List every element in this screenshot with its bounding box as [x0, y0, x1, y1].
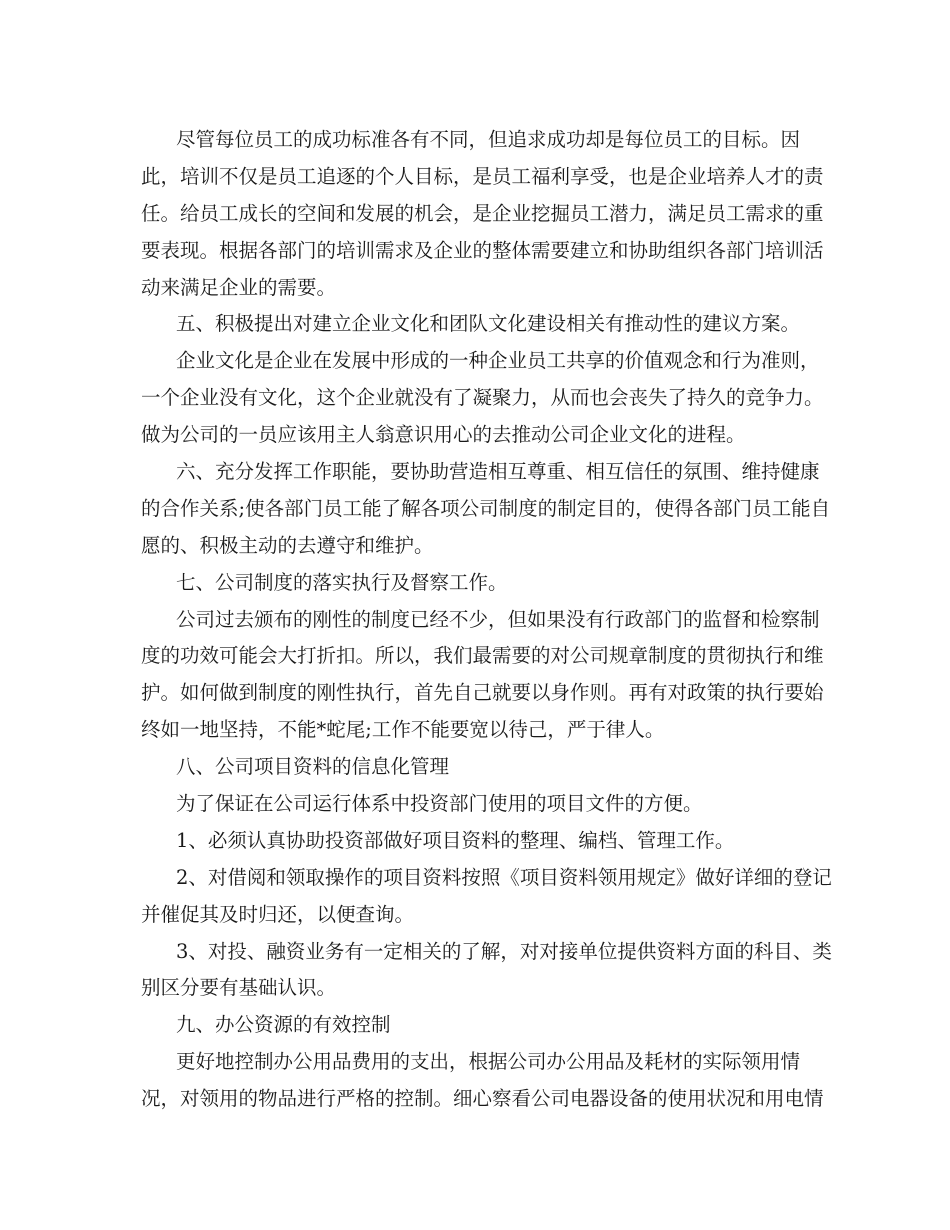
text-line: 护。如何做到制度的刚性执行，首先自己就要以身作则。再有对政策的执行要始 [141, 681, 824, 705]
text-line: 八、公司项目资料的信息化管理 [176, 755, 450, 779]
text-line: 六、充分发挥工作职能，要协助营造相互尊重、相互信任的氛围、维持健康 [176, 460, 820, 484]
text-line: 3、对投、融资业务有一定相关的了解，对对接单位提供资料方面的科目、类 [176, 939, 832, 963]
text-line: 任。给员工成长的空间和发展的机会，是企业挖掘员工潜力，满足员工需求的重 [141, 201, 824, 225]
text-line: 为了保证在公司运行体系中投资部门使用的项目文件的方便。 [176, 792, 703, 816]
text-line: 2、对借阅和领取操作的项目资料按照《项目资料领用规定》做好详细的登记 [176, 865, 832, 889]
text-line: 别区分要有基础认识。 [141, 976, 337, 1000]
text-line: 愿的、积极主动的去遵守和维护。 [141, 533, 434, 557]
text-line: 况，对领用的物品进行严格的控制。细心察看公司电器设备的使用状况和用电情 [141, 1087, 824, 1111]
text-line: 要表现。根据各部门的培训需求及企业的整体需要建立和协助组织各部门培训活 [141, 238, 824, 262]
text-line: 的合作关系;使各部门员工能了解各项公司制度的制定目的，使得各部门员工能自 [141, 496, 831, 520]
text-line: 企业文化是企业在发展中形成的一种企业员工共享的价值观念和行为准则， [176, 349, 820, 373]
text-line: 九、办公资源的有效控制 [176, 1013, 391, 1037]
text-line: 度的功效可能会大打折扣。所以，我们最需要的对公司规章制度的贯彻执行和维 [141, 644, 824, 668]
text-line: 一个企业没有文化，这个企业就没有了凝聚力，从而也会丧失了持久的竞争力。 [141, 386, 824, 410]
text-line: 此，培训不仅是员工追逐的个人目标，是员工福利享受，也是企业培养人才的责 [141, 164, 824, 188]
text-line: 五、积极提出对建立企业文化和团队文化建设相关有推动性的建议方案。 [176, 312, 801, 336]
text-line: 并催促其及时归还，以便查询。 [141, 902, 415, 926]
text-line: 七、公司制度的落实执行及督察工作。 [176, 570, 508, 594]
document-body [141, 122, 832, 1118]
text-line: 公司过去颁布的刚性的制度已经不少，但如果没有行政部门的监督和检察制 [176, 607, 820, 631]
text-line: 终如一地坚持，不能*蛇尾;工作不能要宽以待己，严于律人。 [141, 718, 665, 742]
text-line: 尽管每位员工的成功标准各有不同，但追求成功却是每位员工的目标。因 [176, 128, 801, 151]
text-line: 更好地控制办公用品费用的支出，根据公司办公用品及耗材的实际领用情 [176, 1050, 801, 1074]
text-line: 1、必须认真协助投资部做好项目资料的整理、编档、管理工作。 [176, 828, 735, 852]
text-line: 做为公司的一员应该用主人翁意识用心的去推动公司企业文化的进程。 [141, 423, 746, 447]
text-line: 动来满足企业的需要。 [141, 275, 337, 299]
